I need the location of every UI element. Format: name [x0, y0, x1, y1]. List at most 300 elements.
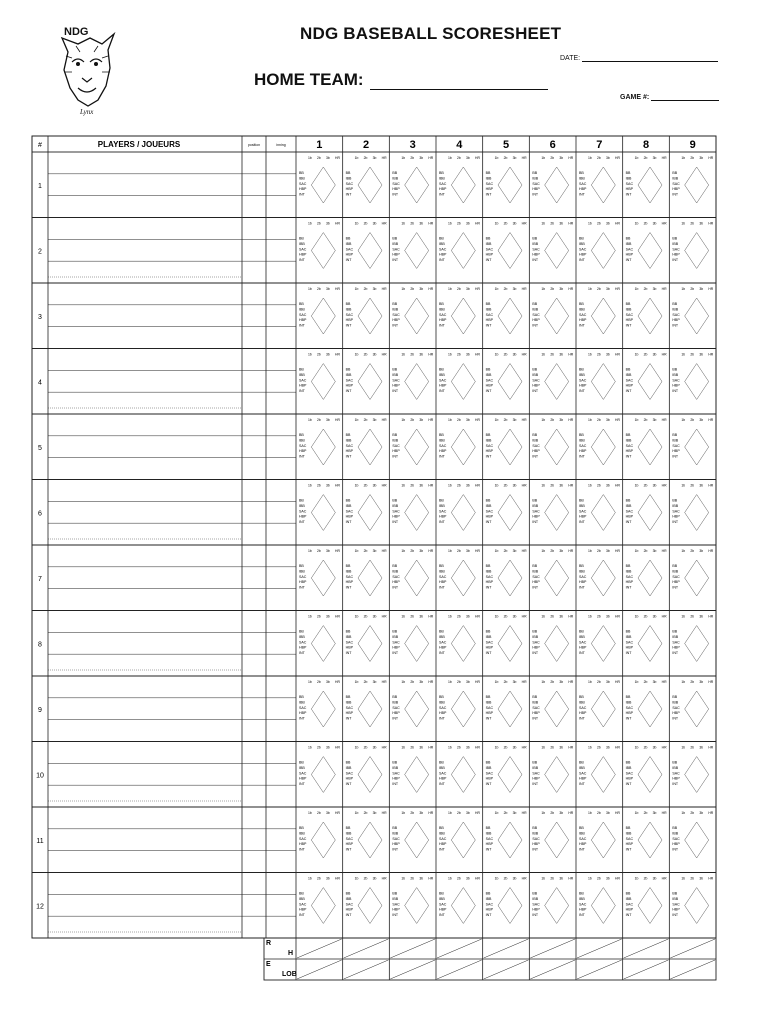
bases-label: 2b — [597, 549, 601, 553]
cell-code: SAC — [485, 181, 494, 186]
cell-code: SAC — [299, 705, 307, 710]
cell-code: INT — [345, 913, 352, 918]
bases-label: 3b — [466, 418, 470, 422]
row-number: 11 — [36, 837, 44, 845]
cell-code: BB — [299, 760, 304, 765]
bases-label: 1b — [681, 156, 686, 160]
bases-label: HR — [708, 156, 714, 160]
base-diamond — [638, 233, 662, 269]
cell-code: SAC — [299, 181, 307, 186]
bases-label: 2b — [363, 745, 368, 750]
cell-code: INT — [672, 782, 679, 787]
base-diamond — [498, 429, 522, 465]
cell-code: IBB — [439, 241, 445, 246]
bases-label: HR — [708, 811, 714, 815]
bases-label: 1b — [448, 680, 452, 684]
bases-label: 2b — [410, 156, 415, 160]
bases-label: 2b — [363, 156, 368, 160]
cell-code: IBB — [625, 765, 632, 770]
cell-code: INT — [672, 192, 679, 197]
bases-label: 1b — [354, 745, 359, 750]
bases-label: 2b — [410, 680, 415, 684]
bases-label: 3b — [512, 352, 517, 357]
cell-code: SAC — [485, 705, 494, 710]
cell-code: BB — [345, 826, 351, 830]
cell-code: SAC — [579, 312, 587, 317]
bases-label: HR — [708, 680, 714, 684]
bases-label: 2b — [643, 287, 648, 291]
bases-label: 1b — [494, 287, 499, 291]
cell-code: BB — [439, 891, 444, 896]
cell-code: HBP — [625, 776, 634, 781]
base-diamond — [638, 822, 662, 858]
bases-label: 3b — [419, 352, 424, 357]
cell-code: HBP — [392, 907, 400, 912]
cell-code: IBB — [299, 438, 305, 443]
bases-label: 3b — [652, 876, 657, 881]
cell-code: HBP — [439, 318, 447, 323]
cell-code: SAC — [299, 378, 307, 383]
base-diamond — [358, 560, 382, 596]
cell-code: BB — [532, 695, 538, 699]
bases-label: 3b — [652, 680, 657, 684]
cell-code: HBP — [439, 383, 447, 388]
bases-label: 2b — [503, 156, 508, 160]
bases-label: 3b — [512, 418, 517, 422]
cell-code: SAC — [439, 312, 447, 317]
base-diamond — [311, 888, 335, 924]
bases-label: HR — [568, 680, 574, 684]
cell-code: BB — [625, 302, 631, 306]
cell-code: INT — [299, 651, 305, 656]
cell-code: INT — [672, 389, 679, 394]
cell-code: SAC — [485, 443, 494, 448]
bases-label: 1b — [401, 614, 406, 619]
cell-code: SAC — [485, 771, 494, 776]
base-diamond — [498, 757, 522, 793]
cell-code: HBP — [485, 711, 494, 716]
bases-label: HR — [708, 221, 714, 226]
cell-code: BB — [392, 564, 398, 568]
bases-label: 3b — [466, 483, 470, 488]
base-diamond — [451, 495, 475, 531]
bases-label: 3b — [606, 876, 610, 881]
bases-label: 2b — [597, 483, 601, 488]
base-diamond — [545, 691, 569, 727]
cell-code: INT — [532, 716, 539, 721]
bases-label: HR — [335, 221, 340, 226]
bases-label: 3b — [326, 614, 330, 619]
cell-code: SAC — [439, 836, 447, 841]
bases-label: 1b — [634, 811, 639, 815]
bases-label: 1b — [588, 876, 592, 881]
bases-label: HR — [708, 549, 714, 553]
cell-code: IBB — [579, 438, 585, 443]
bases-label: 1b — [494, 418, 499, 422]
cell-code: HBP — [672, 187, 680, 192]
cell-code: INT — [345, 847, 352, 852]
cell-code: IBB — [485, 503, 492, 508]
cell-code: HBP — [345, 711, 354, 716]
cell-code: BB — [392, 171, 398, 175]
cell-code: SAC — [439, 640, 447, 645]
base-diamond — [311, 691, 335, 727]
bases-label: 2b — [410, 549, 415, 553]
bases-label: 1b — [494, 680, 499, 684]
cell-code: INT — [579, 454, 585, 459]
cell-code: INT — [439, 782, 445, 787]
bases-label: 3b — [419, 680, 424, 684]
bases-label: 1b — [634, 221, 639, 226]
bases-label: HR — [428, 745, 434, 750]
cell-code: BB — [439, 564, 444, 568]
bases-label: 1b — [681, 811, 686, 815]
bases-label: 3b — [372, 876, 377, 881]
inning-number-7: 7 — [596, 139, 603, 151]
cell-code: BB — [345, 302, 351, 306]
base-diamond — [405, 495, 429, 531]
total-label-r: R — [266, 940, 272, 947]
cell-code: IBB — [485, 700, 492, 705]
cell-code: INT — [672, 716, 679, 721]
cell-code: SAC — [625, 181, 634, 186]
cell-code: SAC — [579, 640, 587, 645]
bases-label: 1b — [634, 483, 639, 488]
cell-code: INT — [485, 651, 492, 656]
cell-code: HBP — [299, 252, 307, 257]
cell-code: HBP — [532, 383, 540, 388]
base-diamond — [498, 888, 522, 924]
bases-label: HR — [335, 418, 340, 422]
cell-code: IBB — [672, 176, 679, 181]
bases-label: 2b — [410, 614, 415, 619]
cell-code: BB — [672, 891, 678, 896]
cell-code: BB — [532, 498, 538, 503]
cell-code: IBB — [532, 700, 539, 705]
cell-code: INT — [532, 585, 539, 590]
bases-label: 3b — [466, 221, 470, 226]
inning-number-3: 3 — [409, 139, 416, 151]
cell-code: INT — [485, 454, 492, 459]
bases-label: HR — [521, 680, 527, 684]
base-diamond — [638, 167, 662, 203]
cell-code: BB — [485, 826, 491, 830]
bases-label: 1b — [681, 221, 686, 226]
cell-code: BB — [439, 171, 444, 175]
cell-code: INT — [625, 847, 632, 852]
cell-code: SAC — [345, 771, 354, 776]
cell-code: SAC — [532, 181, 540, 186]
bases-label: 3b — [326, 549, 330, 553]
base-diamond — [685, 167, 709, 203]
bases-label: 2b — [550, 156, 555, 160]
cell-code: BB — [672, 498, 678, 503]
cell-code: BB — [625, 760, 631, 765]
bases-label: 3b — [419, 287, 424, 291]
cell-code: HBP — [299, 318, 307, 323]
total-label-h: H — [288, 950, 294, 957]
bases-label: 2b — [690, 549, 695, 553]
cell-code: INT — [625, 192, 632, 197]
bases-label: 3b — [326, 811, 330, 815]
cell-code: SAC — [625, 574, 634, 579]
bases-label: 1b — [541, 549, 546, 553]
cell-code: SAC — [439, 705, 447, 710]
bases-label: 3b — [606, 156, 610, 160]
cell-code: BB — [439, 302, 444, 306]
cell-code: HBP — [439, 449, 447, 454]
cell-code: BB — [625, 826, 631, 830]
cell-code: SAC — [532, 443, 540, 448]
cell-code: SAC — [672, 640, 680, 645]
cell-code: IBB — [392, 372, 399, 377]
bases-label: 1b — [401, 418, 406, 422]
bases-label: 3b — [512, 876, 517, 881]
base-diamond — [405, 429, 429, 465]
bases-label: 1b — [308, 811, 312, 815]
cell-code: BB — [672, 564, 678, 568]
bases-label: 1b — [494, 876, 499, 881]
cell-code: BB — [579, 629, 584, 634]
cell-code: IBB — [345, 569, 352, 574]
cell-code: SAC — [439, 509, 447, 514]
cell-code: BB — [345, 498, 351, 503]
bases-label: 1b — [401, 876, 406, 881]
bases-label: HR — [615, 549, 620, 553]
cell-code: INT — [299, 389, 305, 394]
bases-label: HR — [428, 287, 434, 291]
row-number: 6 — [38, 510, 42, 518]
inning-number-4: 4 — [456, 139, 463, 151]
bases-label: 1b — [448, 745, 452, 750]
cell-code: IBB — [345, 176, 352, 181]
bases-label: 1b — [354, 811, 359, 815]
bases-label: 2b — [597, 614, 601, 619]
cell-code: HBP — [485, 187, 494, 192]
cell-code: BB — [299, 629, 304, 634]
cell-code: BB — [299, 171, 304, 175]
cell-code: INT — [579, 585, 585, 590]
bases-label: 3b — [652, 156, 657, 160]
cell-code: INT — [345, 192, 352, 197]
bases-label: 3b — [606, 811, 610, 815]
cell-code: SAC — [485, 509, 494, 514]
cell-code: IBB — [625, 700, 632, 705]
base-diamond — [685, 626, 709, 662]
bases-label: 2b — [503, 352, 508, 357]
cell-code: SAC — [345, 443, 354, 448]
bases-label: 2b — [690, 287, 695, 291]
bases-label: 2b — [503, 287, 508, 291]
bases-label: 1b — [308, 876, 312, 881]
bases-label: 3b — [559, 549, 564, 553]
cell-code: INT — [439, 913, 445, 918]
cell-code: BB — [485, 367, 491, 372]
cell-code: IBB — [299, 503, 305, 508]
bases-label: 2b — [690, 811, 695, 815]
cell-code: BB — [625, 236, 631, 241]
bases-label: HR — [335, 549, 340, 553]
cell-code: HBP — [579, 842, 587, 847]
base-diamond — [405, 560, 429, 596]
cell-code: HBP — [439, 187, 447, 192]
cell-code: HBP — [439, 252, 447, 257]
cell-code: BB — [392, 302, 398, 306]
bases-label: 1b — [681, 287, 686, 291]
base-diamond — [591, 757, 615, 793]
bases-label: HR — [661, 745, 667, 750]
cell-code: BB — [485, 564, 491, 568]
cell-code: BB — [345, 236, 351, 241]
bases-label: HR — [708, 352, 714, 357]
bases-label: 3b — [419, 811, 424, 815]
cell-code: BB — [579, 891, 584, 896]
cell-code: IBB — [299, 372, 305, 377]
bases-label: HR — [568, 352, 574, 357]
bases-label: 3b — [699, 745, 704, 750]
base-diamond — [358, 691, 382, 727]
bases-label: 2b — [550, 287, 555, 291]
cell-code: HBP — [299, 449, 307, 454]
cell-code: INT — [625, 716, 632, 721]
col-number-label: # — [38, 142, 42, 149]
cell-code: IBB — [485, 569, 492, 574]
cell-code: IBB — [532, 372, 539, 377]
cell-code: HBP — [579, 514, 587, 519]
cell-code: SAC — [672, 312, 680, 317]
cell-code: SAC — [299, 574, 307, 579]
bases-label: 1b — [494, 483, 499, 488]
inning-number-1: 1 — [316, 139, 323, 151]
cell-code: INT — [485, 389, 492, 394]
cell-code: IBB — [485, 176, 492, 181]
bases-label: HR — [335, 876, 340, 881]
cell-code: SAC — [625, 836, 634, 841]
bases-label: 1b — [354, 221, 359, 226]
cell-code: BB — [625, 171, 631, 175]
bases-label: 1b — [448, 221, 452, 226]
base-diamond — [638, 298, 662, 334]
cell-code: IBB — [625, 569, 632, 574]
bases-label: HR — [475, 876, 480, 881]
cell-code: INT — [392, 258, 399, 263]
cell-code: IBB — [579, 831, 585, 836]
cell-code: BB — [579, 433, 584, 437]
cell-code: IBB — [579, 700, 585, 705]
bases-label: 3b — [466, 876, 470, 881]
cell-code: INT — [485, 716, 492, 721]
bases-label: HR — [521, 811, 527, 815]
cell-code: HBP — [299, 711, 307, 716]
bases-label: HR — [568, 549, 574, 553]
totals-diagonal — [484, 960, 529, 979]
cell-code: INT — [625, 782, 632, 787]
bases-label: 2b — [643, 352, 648, 357]
bases-label: 2b — [690, 614, 695, 619]
totals-diagonal — [437, 960, 482, 979]
bases-label: 1b — [494, 745, 499, 750]
bases-label: 2b — [363, 549, 368, 553]
cell-code: IBB — [439, 569, 445, 574]
base-diamond — [545, 822, 569, 858]
cell-code: INT — [579, 782, 585, 787]
cell-code: HBP — [485, 252, 494, 257]
totals-diagonal — [670, 939, 715, 958]
bases-label: HR — [335, 680, 340, 684]
totals-diagonal — [624, 960, 669, 979]
bases-label: 1b — [681, 549, 686, 553]
cell-code: IBB — [532, 831, 539, 836]
base-diamond — [311, 429, 335, 465]
bases-label: 2b — [363, 287, 368, 291]
base-diamond — [498, 822, 522, 858]
cell-code: INT — [579, 323, 585, 328]
cell-code: INT — [345, 454, 352, 459]
cell-code: INT — [392, 323, 399, 328]
bases-label: 3b — [326, 418, 330, 422]
bases-label: 1b — [634, 680, 639, 684]
cell-code: IBB — [579, 896, 585, 901]
bases-label: 3b — [606, 483, 610, 488]
cell-code: BB — [485, 498, 491, 503]
bases-label: 3b — [559, 876, 564, 881]
cell-code: BB — [579, 236, 584, 241]
bases-label: 3b — [606, 352, 610, 357]
cell-code: HBP — [439, 842, 447, 847]
bases-label: HR — [708, 614, 714, 619]
bases-label: HR — [661, 680, 667, 684]
bases-label: 3b — [699, 680, 704, 684]
cell-code: IBB — [485, 634, 492, 639]
bases-label: 2b — [550, 614, 555, 619]
base-diamond — [311, 298, 335, 334]
bases-label: 1b — [308, 156, 312, 160]
cell-code: IBB — [392, 634, 399, 639]
cell-code: BB — [392, 236, 398, 241]
totals-diagonal — [484, 939, 529, 958]
cell-code: BB — [672, 695, 678, 699]
bases-label: HR — [615, 352, 620, 357]
bases-label: HR — [661, 418, 667, 422]
cell-code: SAC — [532, 705, 540, 710]
bases-label: 2b — [550, 811, 555, 815]
totals-diagonal — [437, 939, 482, 958]
cell-code: HBP — [345, 645, 354, 650]
cell-code: BB — [299, 891, 304, 896]
bases-label: HR — [381, 287, 387, 291]
bases-label: 3b — [652, 811, 657, 815]
bases-label: HR — [615, 287, 620, 291]
bases-label: HR — [521, 745, 527, 750]
bases-label: 2b — [457, 549, 461, 553]
total-label-lob: LOB — [282, 971, 297, 978]
cell-code: HBP — [392, 645, 400, 650]
base-diamond — [451, 167, 475, 203]
bases-label: 3b — [652, 221, 657, 226]
cell-code: BB — [532, 236, 538, 241]
cell-code: BB — [485, 302, 491, 306]
bases-label: 3b — [372, 614, 377, 619]
bases-label: 1b — [588, 549, 592, 553]
cell-code: SAC — [485, 836, 494, 841]
cell-code: INT — [299, 258, 305, 263]
cell-code: BB — [579, 498, 584, 503]
bases-label: 3b — [419, 745, 424, 750]
totals-diagonal — [530, 960, 575, 979]
page-title: NDG BASEBALL SCORESHEET — [300, 24, 562, 43]
bases-label: 2b — [410, 221, 415, 226]
bases-label: HR — [615, 156, 620, 160]
